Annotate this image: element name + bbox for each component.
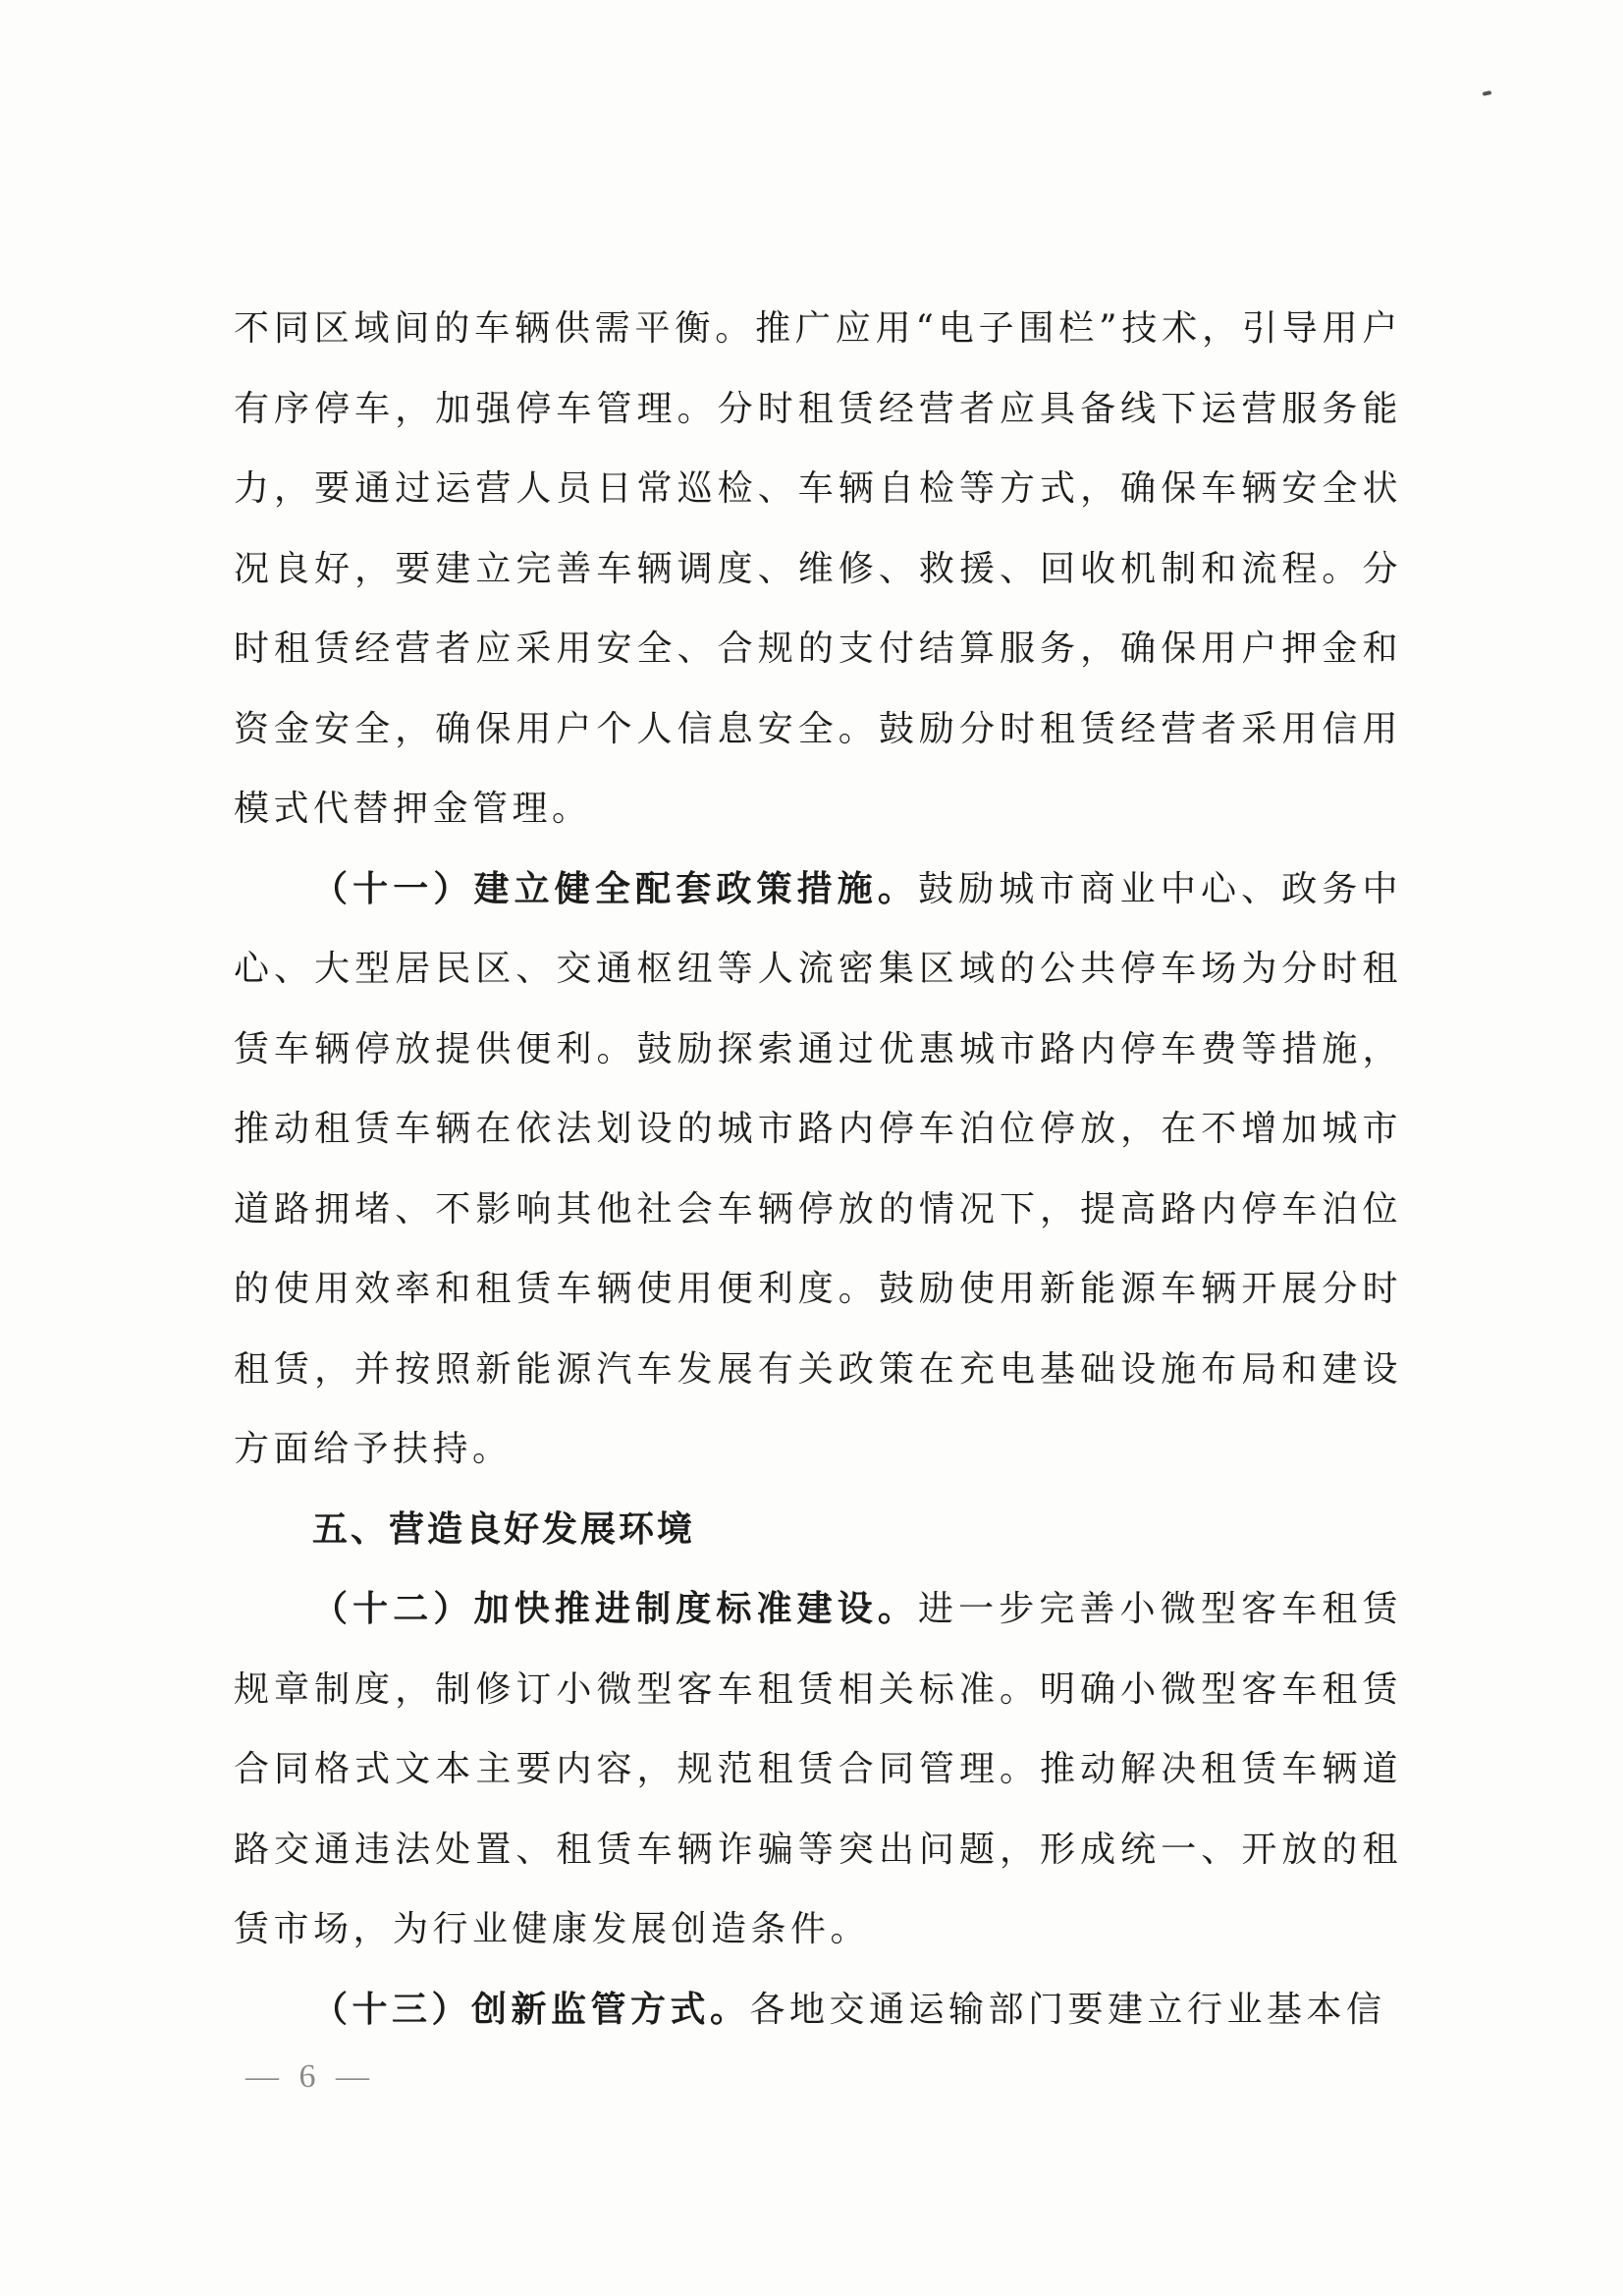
section-heading: 五、营造良好发展环境 bbox=[312, 1508, 696, 1550]
paragraph-continuation bbox=[234, 289, 1402, 849]
page-number: — 6 — bbox=[245, 2058, 375, 2095]
paragraph-text: 鼓励城市商业中心、政务中心、大型居民区、交通枢纽等人流密集区域的公共停车场为分时租赁车辆停放提供便利。鼓励探索通过优惠城市路内停车费等措施，推动租赁车辆在依法划设的城市路内停车泊位停放，在不增加城市道路拥堵、不影响其他社会车辆停放的情况下，提高路内停车泊位的使用效率和租赁车辆使用便利度。鼓励使用新能源车辆开展分时租赁，并按照新能源汽车发展有关政策在充电基础设施布局和建设方面给予扶持。 bbox=[234, 868, 1402, 1469]
scan-speck bbox=[1483, 90, 1492, 96]
paragraph-11 bbox=[234, 849, 1402, 1490]
paragraph-text: 进一步完善小微型客车租赁规章制度，制修订小微型客车租赁相关标准。明确小微型客车租赁合同格式文本主要内容，规范租赁合同管理。推动解决租赁车辆道路交通违法处置、租赁车辆诈骗等突出问题，形成统一、开放的租赁市场，为行业健康发展创造条件。 bbox=[234, 1589, 1402, 1949]
paragraph-lead: （十二）加快推进制度标准建设。 bbox=[312, 1588, 919, 1629]
paragraph-text: 各地交通运输部门要建立行业基本信 bbox=[749, 1989, 1386, 2030]
document-body bbox=[234, 289, 1402, 2050]
paragraph-lead: （十三）创新监管方式。 bbox=[312, 1988, 750, 2030]
paragraph-text: 不同区域间的车辆供需平衡。推广应用“电子围栏”技术，引导用户有序停车，加强停车管理。分时租赁经营者应具备线下运营服务能力，要通过运营人员日常巡检、车辆自检等方式，确保车辆安全状况良好，要建立完善车辆调度、维修、救援、回收机制和流程。分时租赁经营者应采用安全、合规的支付结算服务，确保用户押金和资金安全，确保用户个人信息安全。鼓励分时租赁经营者采用信用模式代替押金管理。 bbox=[234, 308, 1402, 829]
paragraph-12 bbox=[234, 1569, 1402, 1970]
paragraph-13 bbox=[234, 1970, 1402, 2050]
paragraph-lead: （十一）建立健全配套政策措施。 bbox=[312, 867, 919, 909]
